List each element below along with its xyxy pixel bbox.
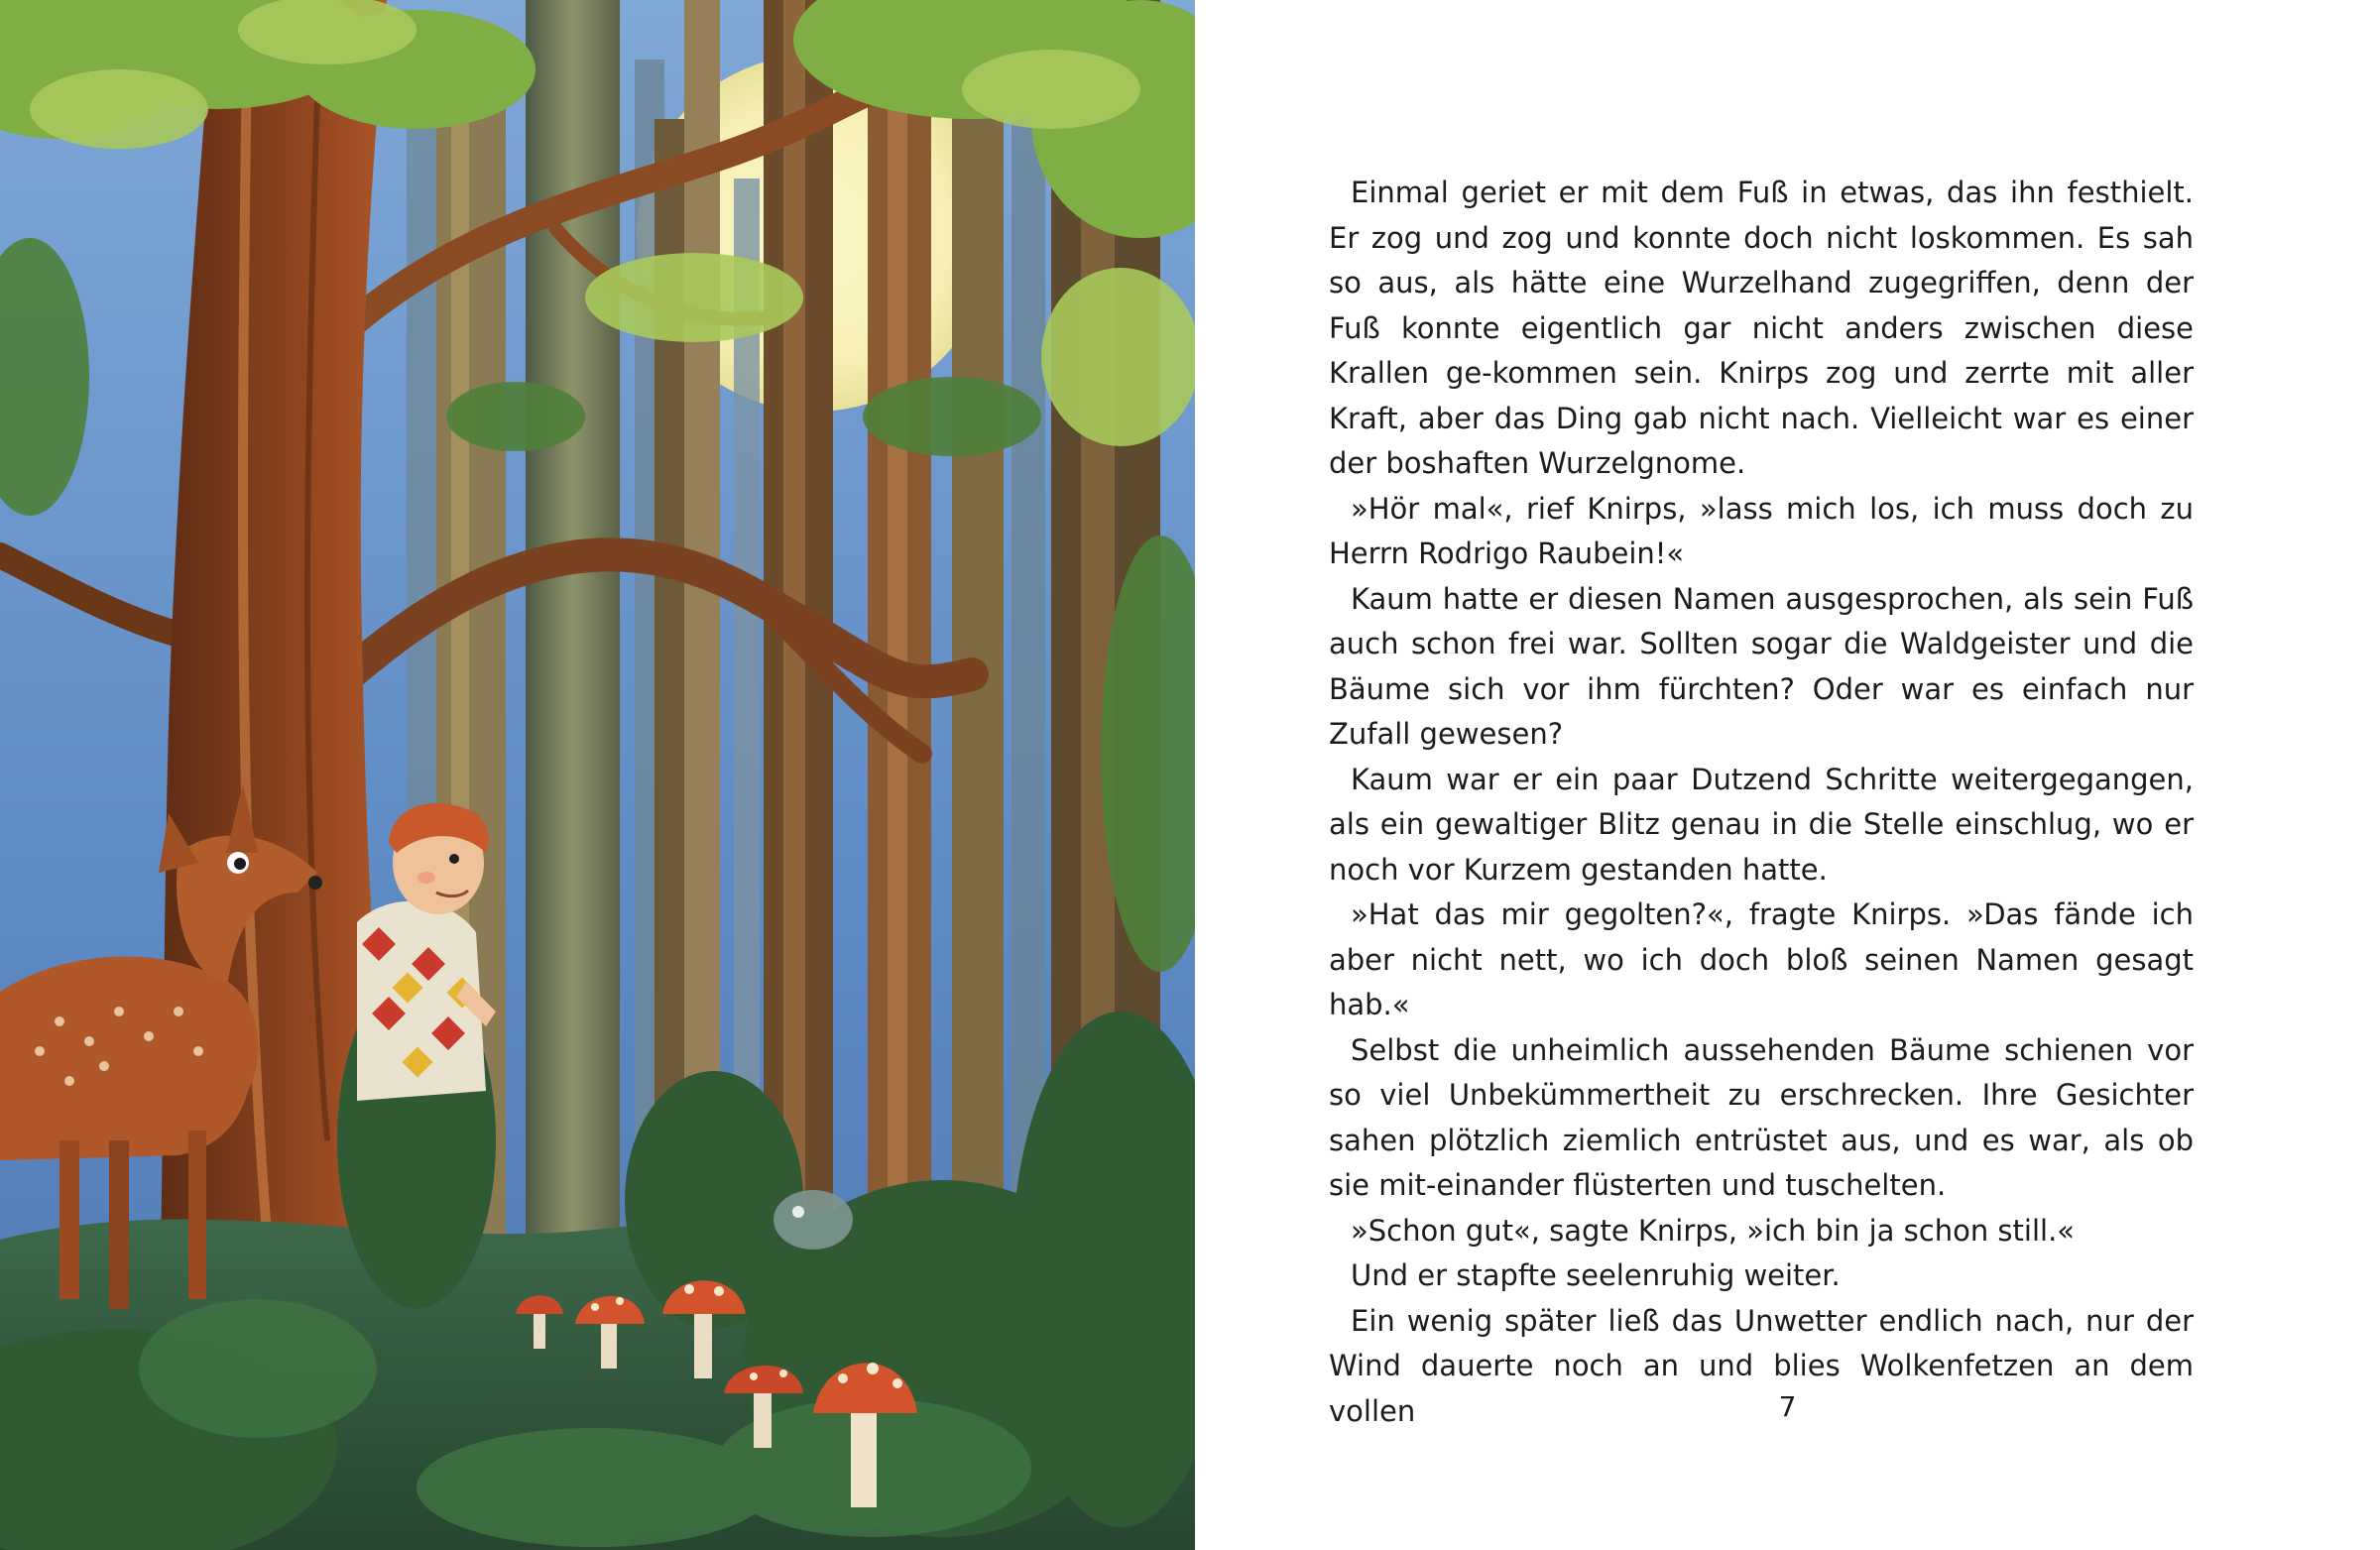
paragraph: »Hat das mir gegolten?«, fragte Knirps. »Das fände ich aber nicht nett, wo ich doch bloß seinen Namen gesagt hab.« <box>1329 897 2194 1021</box>
paragraph: Einmal geriet er mit dem Fuß in etwas, das ihn festhielt. Er zog und zog und konnte doch nicht loskommen. Es sah so aus, als hätte eine Wurzelhand zugegriffen, denn der Fuß konnte eigentlich gar nicht anders zwischen diese Krallen ge-kommen sein. Knirps zog und zerrte mit aller Kraft, aber das Ding gab nicht nach. Vielleicht war es einer der boshaften Wurzelgnome. <box>1329 176 2194 480</box>
paragraph: Kaum war er ein paar Dutzend Schritte weitergegangen, als ein gewaltiger Blitz genau in die Stelle einschlug, wo er noch vor Kurzem gestanden hatte. <box>1329 762 2194 887</box>
paragraph: Ein wenig später ließ das Unwetter endlich nach, nur der Wind dauerte noch an und blies Wolkenfetzen an dem vollen <box>1329 1303 2194 1428</box>
paragraph: »Schon gut«, sagte Knirps, »ich bin ja schon still.« <box>1351 1213 2076 1248</box>
story-text <box>1329 171 2194 1434</box>
paragraph: Und er stapfte seelenruhig weiter. <box>1351 1258 1841 1292</box>
paragraph: Selbst die unheimlich aussehenden Bäume schienen vor so viel Unbekümmertheit zu erschrecken. Ihre Gesichter sahen plötzlich ziemlich entrüstet aus, und es war, als ob sie mit-einander flüsterten und tuschelten. <box>1329 1032 2194 1202</box>
paragraph: Kaum hatte er diesen Namen ausgesprochen, als sein Fuß auch schon frei war. Sollten sogar die Waldgeister und die Bäume sich vor ihm fürchten? Oder war es einfach nur Zufall gewesen? <box>1329 581 2194 751</box>
text-page <box>1195 0 2380 1550</box>
page-number: 7 <box>1778 1390 1797 1423</box>
paragraph: »Hör mal«, rief Knirps, »lass mich los, ich muss doch zu Herrn Rodrigo Raubein!« <box>1329 491 2194 570</box>
